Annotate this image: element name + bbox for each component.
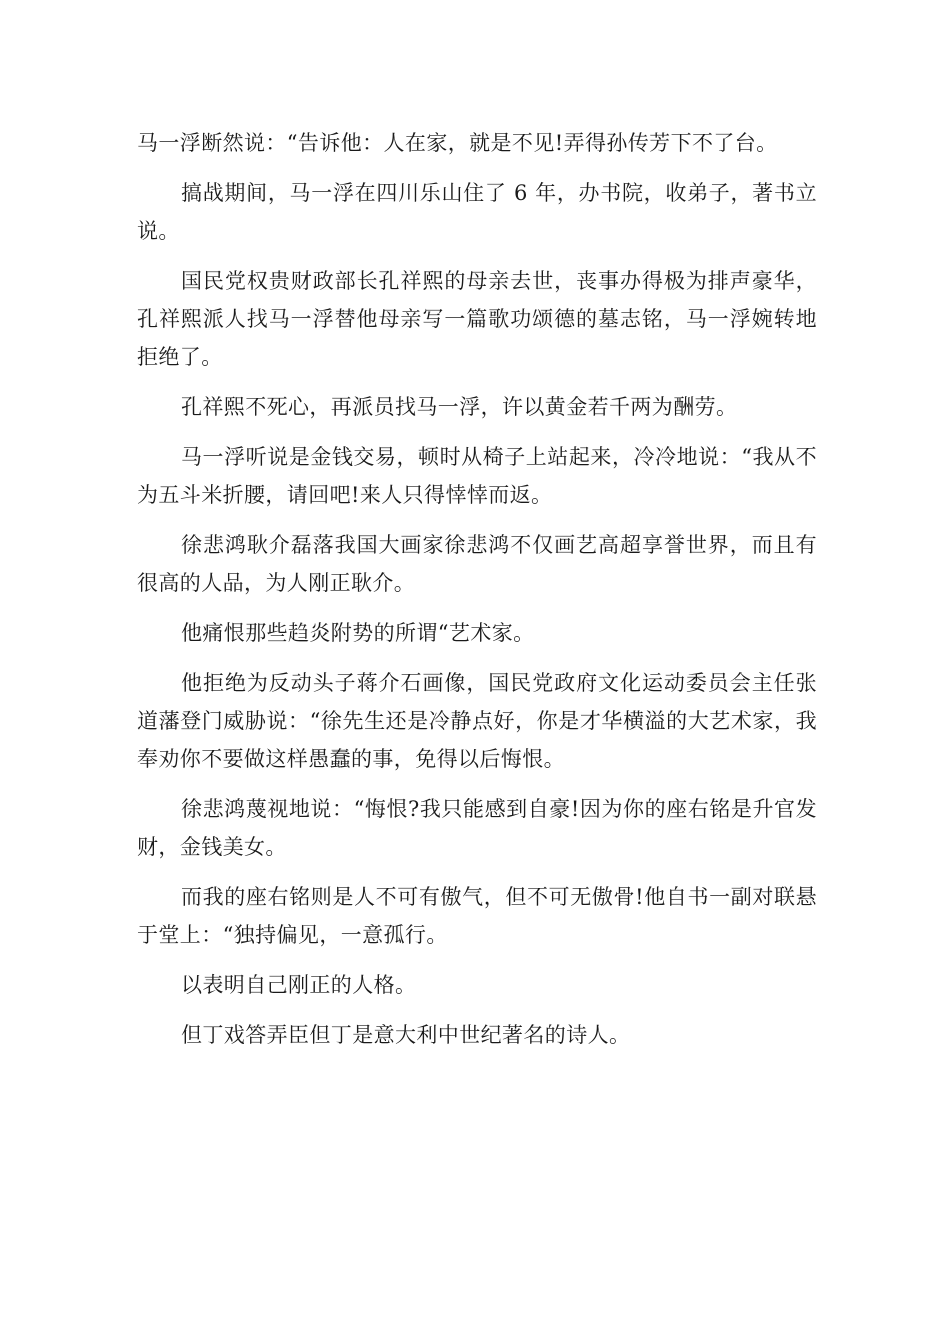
paragraph-2: 搞战期间，马一浮在四川乐山住了 6 年，办书院，收弟子，著书立说。 bbox=[137, 181, 817, 243]
paragraph-7: 他痛恨那些趋炎附势的所谓“艺术家。 bbox=[181, 621, 535, 645]
paragraph-12: 但丁戏答弄臣但丁是意大利中世纪著名的诗人。 bbox=[181, 1023, 631, 1047]
paragraph-1: 马一浮断然说：“告诉他：人在家，就是不见!弄得孙传芳下不了台。 bbox=[137, 131, 778, 155]
document-body bbox=[137, 124, 817, 1066]
paragraph-10: 而我的座右铭则是人不可有傲气，但不可无傲骨!他自书一副对联悬于堂上：“独持偏见，一意孤行。 bbox=[137, 885, 817, 947]
paragraph-6: 徐悲鸿耿介磊落我国大画家徐悲鸿不仅画艺高超享誉世界，而且有很高的人品，为人刚正耿介。 bbox=[137, 533, 817, 595]
paragraph-4: 孔祥熙不死心，再派员找马一浮，许以黄金若千两为酬劳。 bbox=[181, 395, 738, 419]
paragraph-9: 徐悲鸿蔑视地说：“悔恨?我只能感到自豪!因为你的座右铭是升官发财，金钱美女。 bbox=[137, 797, 817, 859]
paragraph-3: 国民党权贵财政部长孔祥熙的母亲去世，丧事办得极为排声豪华，孔祥熙派人找马一浮替他母亲写一篇歌功颂德的墓志铭，马一浮婉转地拒绝了。 bbox=[137, 269, 817, 369]
paragraph-11: 以表明自己刚正的人格。 bbox=[181, 973, 417, 997]
paragraph-5: 马一浮听说是金钱交易，顿时从椅子上站起来，冷冷地说：“我从不为五斗米折腰，请回吧!来人只得悻悻而返。 bbox=[137, 445, 817, 507]
paragraph-8: 他拒绝为反动头子蒋介石画像，国民党政府文化运动委员会主任张道藩登门威胁说：“徐先生还是冷静点好，你是才华横溢的大艺术家，我奉劝你不要做这样愚蠢的事，免得以后悔恨。 bbox=[137, 671, 817, 771]
